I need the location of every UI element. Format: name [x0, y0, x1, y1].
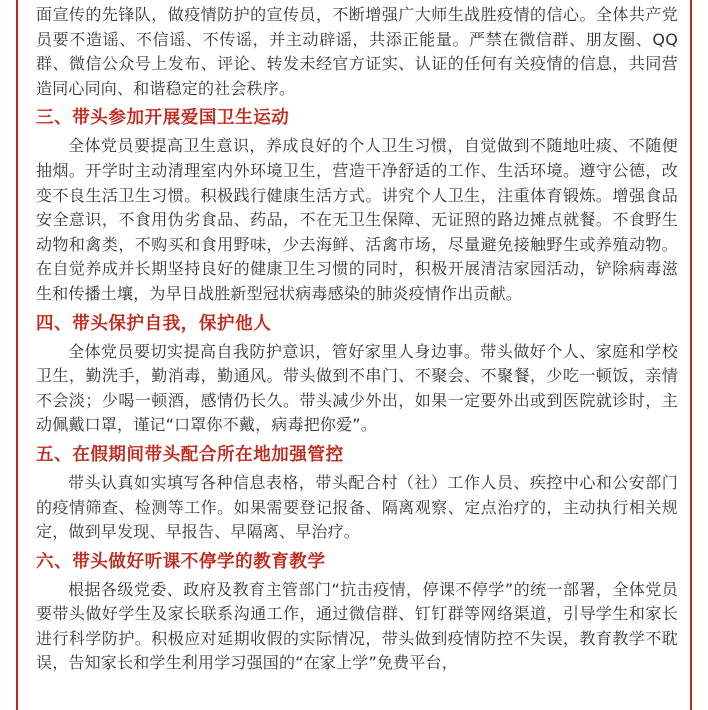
section-4-heading: 四、带头保护自我，保护他人 [36, 313, 272, 334]
section-3-paragraph: 全体党员要提高卫生意识，养成良好的个人卫生习惯，自觉做到不随地吐痰、不随便抽烟。开学时主动清理室内外环境卫生，营造干净舒适的工作、生活环境。遵守公德，改变不良生活卫生习惯。积极践行健康生活方式。讲究个人卫生，注重体育锻炼。增强食品安全意识，不食用伪劣食品、药品，不在无卫生保障、无证照的路边摊点就餐。不食野生动物和禽类，不购买和食用野味，少去海鲜、活禽市场，尽量避免接触野生或养殖动物。在自觉养成并长期坚持良好的健康卫生习惯的同时，积极开展清洁家园活动，铲除病毒滋生和传播土壤，为早日战胜新型冠状病毒感染的肺炎疫情作出贡献。 [36, 136, 678, 303]
section-4-paragraph: 全体党员要切实提高自我防护意识，管好家里人身边事。带头做好个人、家庭和学校卫生，勤洗手，勤消毒，勤通风。带头做到不串门、不聚会、不聚餐，少吃一顿饭，亲情不会淡；少喝一顿酒，感情仍长久。带头减少外出，如果一定要外出或到医院就诊时，主动佩戴口罩，谨记“口罩你不戴，病毒把你爱”。 [36, 341, 678, 435]
section-6-heading: 六、带头做好听课不停学的教育教学 [36, 551, 326, 572]
section-5-paragraph: 带头认真如实填写各种信息表格，带头配合村（社）工作人员、疾控中心和公安部门的疫情筛查、检测等工作。如果需要登记报备、隔离观察、定点治疗的，主动执行相关规定，做到早发现、早报告、早隔离、早治疗。 [36, 472, 678, 542]
intro-tail-paragraph: 面宣传的先锋队，做疫情防护的宣传员，不断增强广大师生战胜疫情的信心。全体共产党员要不造谣、不信谣、不传谣，并主动辟谣，共添正能量。严禁在微信群、朋友圈、QQ群、微信公众号上发布、评论、转发未经官方证实、认证的任何有关疫情的信息，共同营造同心同向、和谐稳定的社会秩序。 [36, 5, 678, 98]
section-5-heading: 五、在假期间带头配合所在地加强管控 [36, 444, 344, 465]
section-6-paragraph: 根据各级党委、政府及教育主管部门“抗击疫情，停课不停学”的统一部署，全体党员要带头做好学生及家长联系沟通工作，通过微信群、钉钉群等网络渠道，引导学生和家长进行科学防护。积极应对延期收假的实际情况，带头做到疫情防控不失误，教育教学不耽误，告知家长和学生利用学习强国的“在家上学”免费平台， [36, 579, 678, 673]
section-3-heading: 三、带头参加开展爱国卫生运动 [36, 108, 290, 129]
article-page [16, 0, 692, 710]
